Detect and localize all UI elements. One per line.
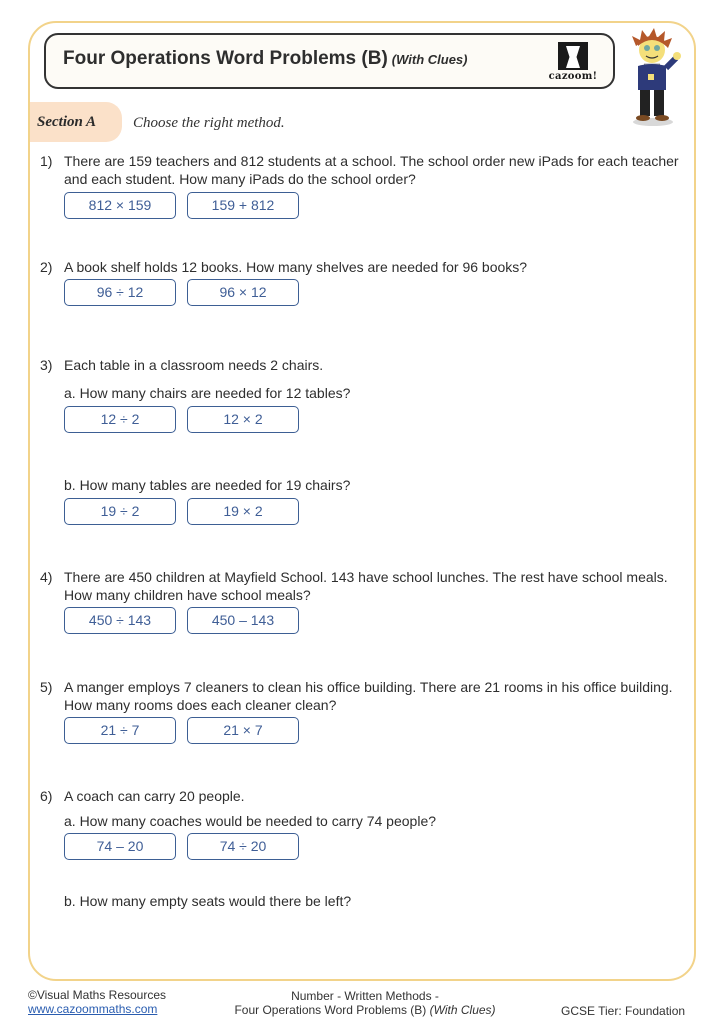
answer-option[interactable]: 74 ÷ 20 (187, 833, 299, 860)
website-link[interactable]: www.cazoommaths.com (28, 1002, 158, 1016)
title-subtitle: (With Clues) (391, 52, 468, 67)
answer-option[interactable]: 21 × 7 (187, 717, 299, 744)
question-6b: b. How many empty seats would there be left? (64, 893, 352, 909)
question-3a: a. How many chairs are needed for 12 tables? (64, 385, 351, 401)
answer-option[interactable]: 96 ÷ 12 (64, 279, 176, 306)
answer-option[interactable]: 19 ÷ 2 (64, 498, 176, 525)
footer-tier: GCSE Tier: Foundation (561, 1004, 686, 1018)
answer-option[interactable]: 450 – 143 (187, 607, 299, 634)
footer-topic: Number - Written Methods - Four Operations Word Problems (B) (With Clues) (234, 989, 496, 1017)
page-title: Four Operations Word Problems (B) (With Clues) (63, 48, 468, 69)
section-label: Section A (37, 114, 97, 130)
answer-option[interactable]: 96 × 12 (187, 279, 299, 306)
answer-option[interactable]: 19 × 2 (187, 498, 299, 525)
section-instruction: Choose the right method. (133, 115, 285, 131)
answer-option[interactable]: 74 – 20 (64, 833, 176, 860)
answer-option[interactable]: 812 × 159 (64, 192, 176, 219)
mascot-boy-icon (622, 28, 684, 128)
answer-option[interactable]: 450 ÷ 143 (64, 607, 176, 634)
answer-option[interactable]: 12 ÷ 2 (64, 406, 176, 433)
question-3b: b. How many tables are needed for 19 chairs? (64, 477, 351, 493)
cazoom-logo-icon: cazoom! (546, 40, 600, 84)
copyright-text: ©Visual Maths Resources (28, 988, 167, 1002)
footer-left (28, 988, 166, 1016)
title-banner (44, 33, 615, 89)
section-tab (30, 102, 122, 142)
answer-option[interactable]: 159 + 812 (187, 192, 299, 219)
question-6a: a. How many coaches would be needed to carry 74 people? (64, 813, 437, 829)
answer-option[interactable]: 12 × 2 (187, 406, 299, 433)
answer-option[interactable]: 21 ÷ 7 (64, 717, 176, 744)
